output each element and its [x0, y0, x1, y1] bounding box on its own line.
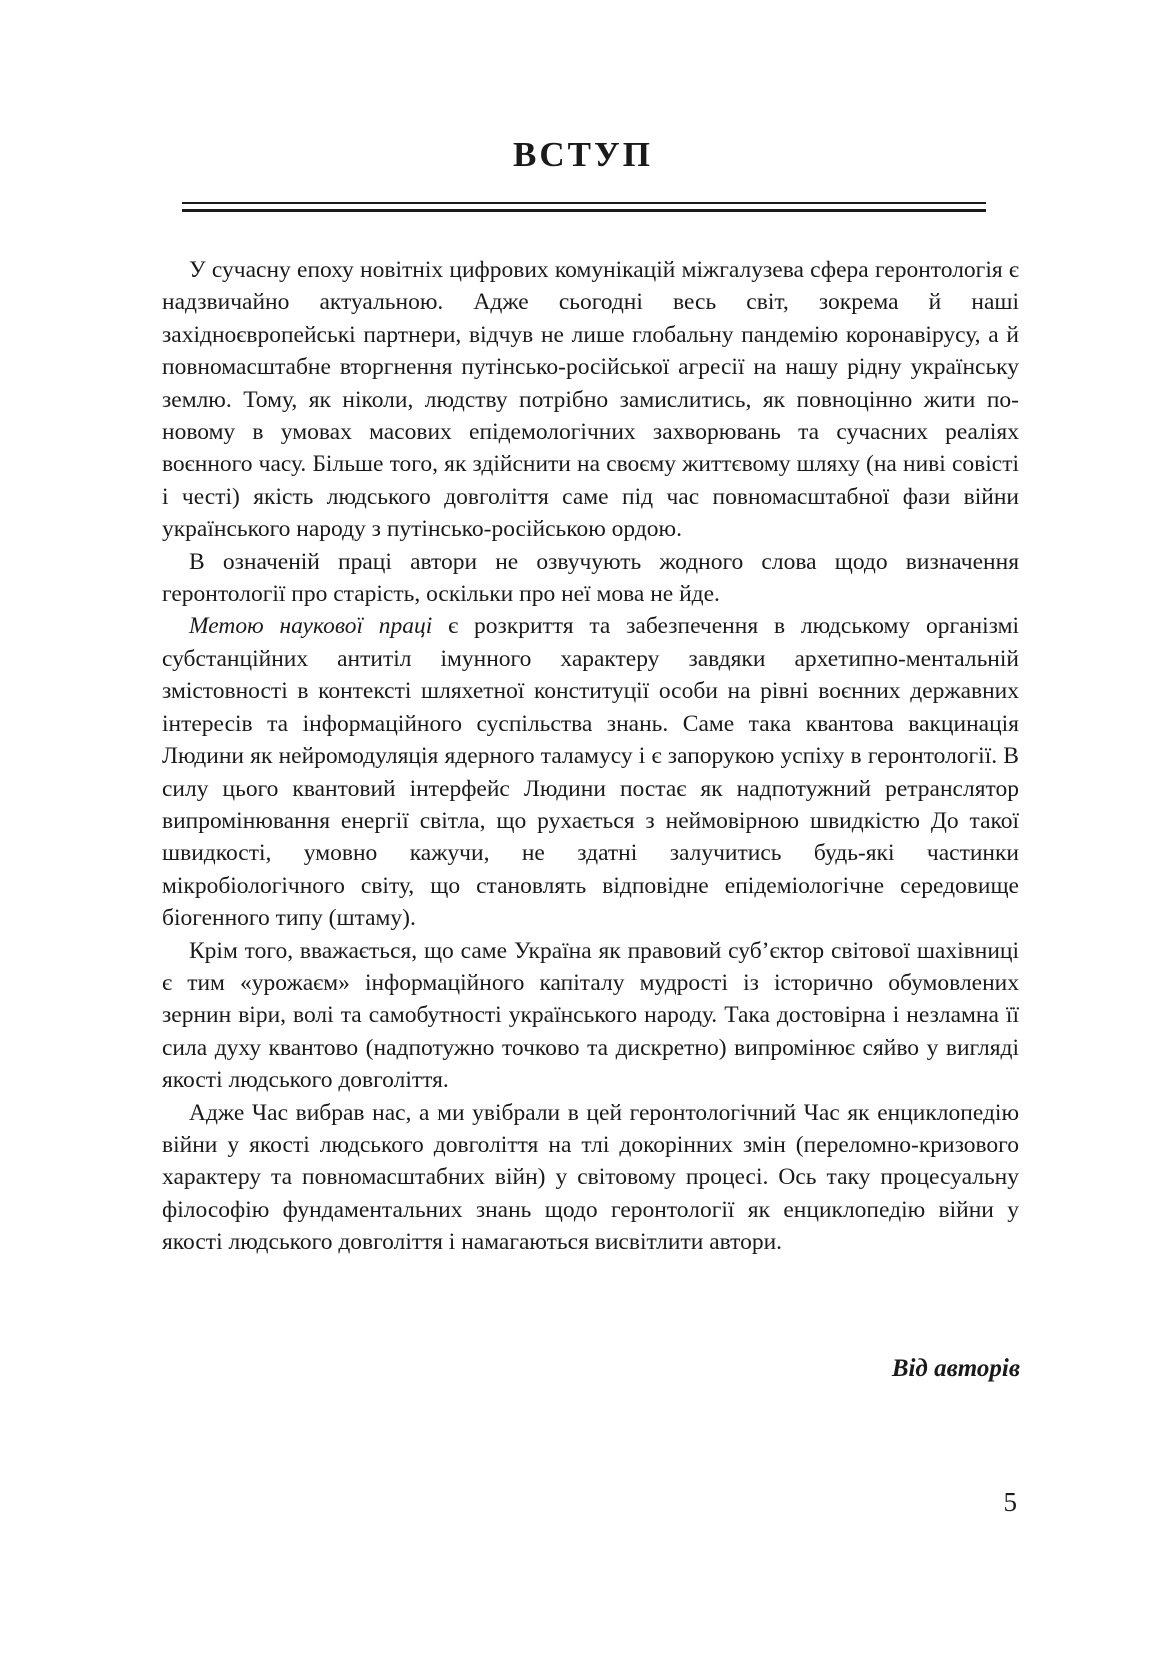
- section-heading: ВСТУП: [513, 135, 653, 174]
- paragraph-3-text: є розкриття та забезпечення в людському організмі субстанційних антитіл імунного характеру завдяки архетипно-ментальній змістовності в контексті шляхетної конституції особи на рівні воєнних державних інтересів та інформаційного суспільства знань. Саме така квантова вакцинація Людини як нейромодуляція ядерного таламусу і є запорукою успіху в геронтології. В силу цього квантовий інтерфейс Людини постає як надпотужний ретранслятор випромінювання енергії світла, що рухається з неймовірною швидкістю До такої швидкості, умовно кажучи, не здатні залучитись будь-які частинки мікробіологічного світу, що становлять відповідне епідеміологічне середовище біогенного типу (штаму).: [162, 613, 1019, 932]
- paragraph-5: Адже Час вибрав нас, а ми увібрали в цей геронтологічний Час як енциклопедію війни у якості людського довголіття на тлі докорінних змін (переломно-кризового характеру та повномасштабних війн) у світовому процесі. Ось таку процесуальну філософію фундаментальних знань щодо геронтології як енциклопедію війни у якості людського довголіття і намагаються висвітлити автори.: [162, 1099, 1019, 1256]
- paragraph-4: Крім того, вважається, що саме Україна як правовий суб’єктор світової шахівниці є тим «урожаєм» інформаційного капіталу мудрості із історично обумовлених зернин віри, волі та самобутності українського народу. Така достовірна і незламна її сила духу квантово (надпотужно точково та дискретно) випромінює сяйво у вигляді якості людського довголіття.: [162, 937, 1019, 1094]
- heading-rule-thick: [182, 209, 986, 212]
- paragraph-2: В означеній праці автори не озвучують жодного слова щодо визначення геронтології про старість, оскільки про неї мова не йде.: [162, 548, 1019, 608]
- authors-signature: Від авторів: [891, 1355, 1020, 1382]
- heading-rule-thin: [182, 202, 986, 204]
- paragraph-3-italic-lead: Метою наукової праці: [189, 613, 433, 640]
- page-number: 5: [1003, 1487, 1017, 1517]
- paragraph-3: [162, 610, 1019, 934]
- body-text: [162, 254, 1019, 1259]
- paragraph-1: У сучасну епоху новітніх цифрових комунікацій міжгалузева сфера геронтологія є надзвичайно актуальною. Адже сьогодні весь світ, зокрема й наші західноєвропейські партнери, відчув не лише глобальну пандемію коронавірусу, а й повномасштабне вторгнення путінсько-російської агресії на нашу рідну українську землю. Тому, як ніколи, людству потрібно замислитись, як повноцінно жити по-новому в умовах масових епідемологічних захворювань та сучасних реаліях воєнного часу. Більше того, як здійснити на своєму життєвому шляху (на ниві совісті і честі) якість людського довголіття саме під час повномасштабної фази війни українського народу з путінсько-російською ордою.: [162, 257, 1019, 543]
